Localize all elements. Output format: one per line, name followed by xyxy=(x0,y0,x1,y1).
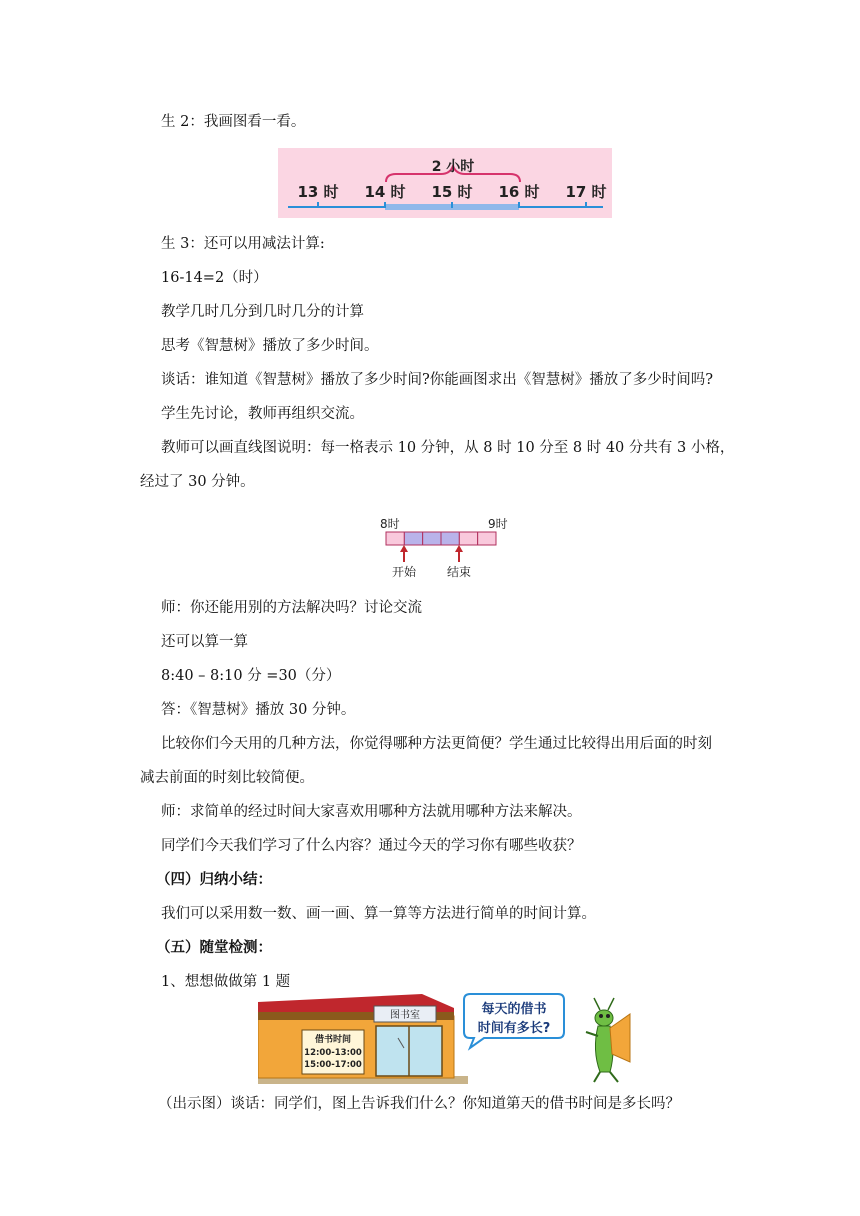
timeline-hours-figure xyxy=(278,148,612,218)
start-label: 开始 xyxy=(391,565,417,579)
time-cell xyxy=(423,532,441,545)
time-cell xyxy=(386,532,404,545)
board-time-1: 12:00-13:00 xyxy=(304,1048,362,1058)
bubble-line-2: 时间有多长? xyxy=(477,1021,551,1036)
bubble-line-1: 每天的借书 xyxy=(481,1002,547,1017)
text-line: 谈话：谁知道《智慧树》播放了多少时间?你能画图求出《智慧树》播放了多少时间吗? xyxy=(161,372,714,388)
text-line: 生 2：我画图看一看。 xyxy=(161,114,306,130)
end-label: 结束 xyxy=(446,565,472,579)
board-title: 借书时间 xyxy=(314,1035,352,1045)
section-heading-check: （五）随堂检测： xyxy=(156,939,272,956)
end-time-label: 9时 xyxy=(488,517,508,531)
text-line: 答：《智慧树》播放 30 分钟。 xyxy=(161,702,356,718)
grasshopper-icon xyxy=(586,998,630,1082)
text-line: 教师可以画直线图说明：每一格表示 10 分钟，从 8 时 10 分至 8 时 40 分共有 3 小格， xyxy=(161,440,735,456)
cell-group xyxy=(386,532,496,545)
library-sign: 图书室 xyxy=(390,1010,420,1021)
text-line: 经过了 30 分钟。 xyxy=(140,474,255,490)
tick-label-16: 16 时 xyxy=(498,183,540,201)
text-line: 同学们今天我们学习了什么内容？通过今天的学习你有哪些收获？ xyxy=(161,838,582,854)
section-heading-summary: （四）归纳小结： xyxy=(156,871,272,888)
tick-label-17: 17 时 xyxy=(565,183,607,201)
board-time-2: 15:00-17:00 xyxy=(304,1060,362,1070)
text-line: 思考《智慧树》播放了多少时间。 xyxy=(161,338,379,354)
text-line: 1、想想做做第 1 题 xyxy=(161,974,291,990)
text-line: 我们可以采用数一数、画一画、算一算等方法进行简单的时间计算。 xyxy=(161,906,596,922)
text-line: 8:40 – 8:10 分 =30（分） xyxy=(161,668,341,684)
timeline-minutes-figure xyxy=(374,512,508,582)
text-line: 教学几时几分到几时几分的计算 xyxy=(161,304,364,320)
text-line: 比较你们今天用的几种方法，你觉得哪种方法更简便？学生通过比较得出用后面的时刻 xyxy=(161,736,712,752)
tick-label-14: 14 时 xyxy=(364,183,406,201)
time-cell xyxy=(459,532,477,545)
time-cell xyxy=(404,532,422,545)
text-line: 生 3：还可以用减法计算: xyxy=(161,236,325,252)
text-line: 还可以算一算 xyxy=(161,634,248,650)
time-cell xyxy=(478,532,496,545)
brace-label: 2 小时 xyxy=(431,159,475,175)
text-line: 师：你还能用别的方法解决吗？讨论交流 xyxy=(161,600,422,616)
text-line: 师：求简单的经过时间大家喜欢用哪种方法就用哪种方法来解决。 xyxy=(161,804,582,820)
text-line: 学生先讨论，教师再组织交流。 xyxy=(161,406,364,422)
tick-label-13: 13 时 xyxy=(297,183,339,201)
time-cell xyxy=(441,532,459,545)
tick-label-15: 15 时 xyxy=(431,183,473,201)
library-illustration xyxy=(258,992,644,1084)
start-time-label: 8时 xyxy=(380,517,400,531)
text-line: （出示图）谈话：同学们，图上告诉我们什么？你知道第天的借书时间是多长吗？ xyxy=(158,1096,680,1112)
text-line: 16-14=2（时） xyxy=(161,270,268,286)
text-line: 减去前面的时刻比较简便。 xyxy=(140,770,314,786)
